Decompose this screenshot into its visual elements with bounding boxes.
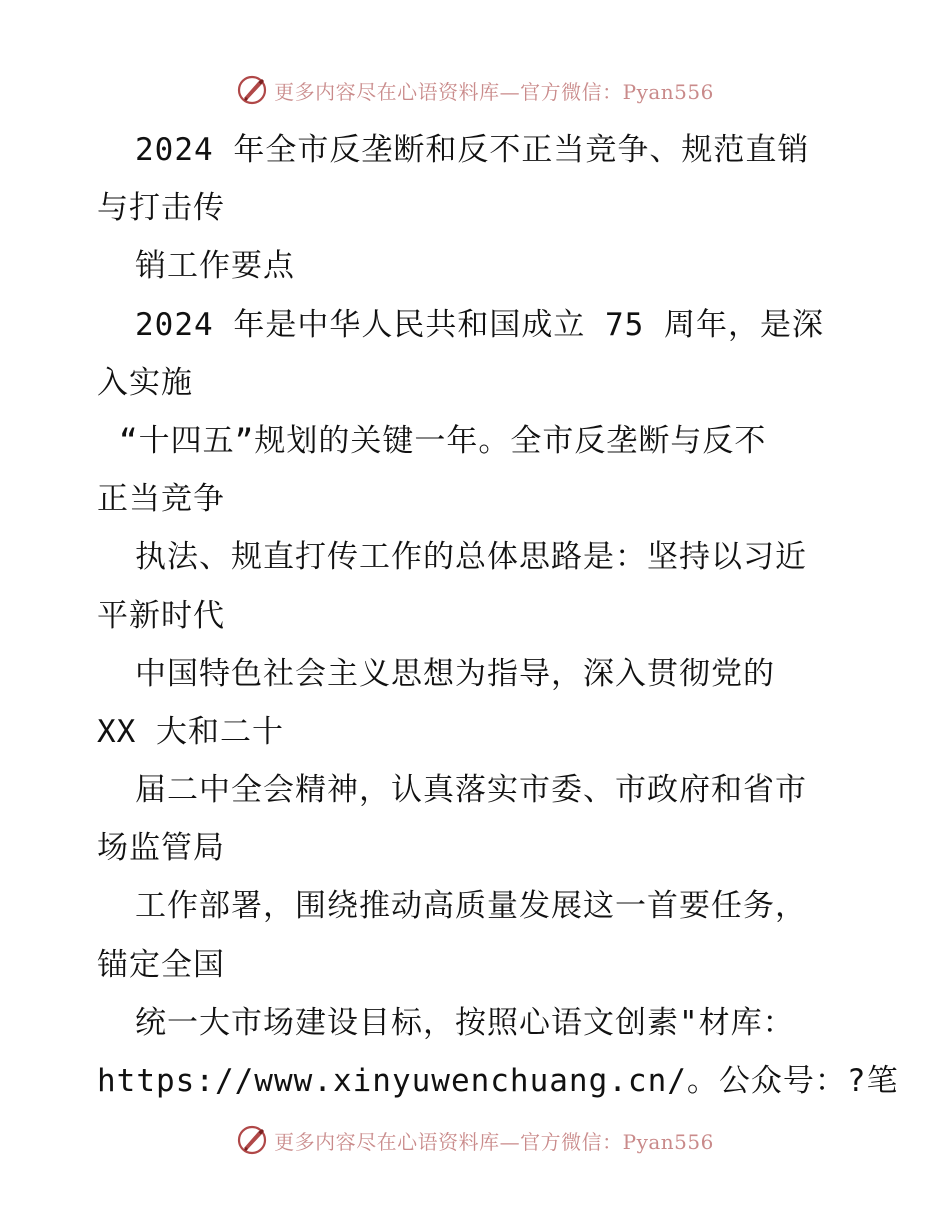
document-body (97, 121, 899, 1110)
text-line: 2024 年全市反垄断和反不正当竞争、规范直销 (135, 132, 810, 168)
quill-pen-logo-icon (236, 74, 268, 106)
text-line: 锚定全国 (97, 946, 225, 983)
text-line: 工作部署，围绕推动高质量发展这一首要任务， (135, 888, 807, 925)
watermark-text: 更多内容尽在心语资料库—官方微信：Pyan556 (274, 79, 714, 104)
footer-watermark (0, 1120, 950, 1160)
text-line: 正当竞争 (97, 481, 225, 518)
text-line: 平新时代 (97, 597, 225, 634)
text-line: 届二中全会精神，认真落实市委、市政府和省市 (135, 772, 807, 809)
quill-pen-logo-icon (236, 1124, 268, 1156)
text-line: 统一大市场建设目标，按照心语文创素"材库： (135, 1004, 795, 1041)
text-line: 销工作要点 (135, 248, 295, 285)
text-line: 入实施 (97, 364, 193, 401)
header-watermark (0, 70, 950, 110)
text-line: 场监管局 (97, 830, 225, 867)
text-line: 2024 年是中华人民共和国成立 75 周年，是深 (135, 306, 824, 343)
text-line: 与打击传 (97, 190, 225, 227)
text-line: 中国特色社会主义思想为指导，深入贯彻党的 (135, 655, 775, 692)
text-line: “十四五”规划的关键一年。全市反垄断与反不 (119, 422, 767, 459)
text-line: XX 大和二十 (97, 713, 284, 750)
watermark-text: 更多内容尽在心语资料库—官方微信：Pyan556 (274, 1129, 714, 1154)
text-line: 执法、规直打传工作的总体思路是：坚持以习近 (135, 539, 807, 576)
text-line: https://www.xinyuwenchuang.cn/。公众号：?笔 (97, 1063, 899, 1099)
